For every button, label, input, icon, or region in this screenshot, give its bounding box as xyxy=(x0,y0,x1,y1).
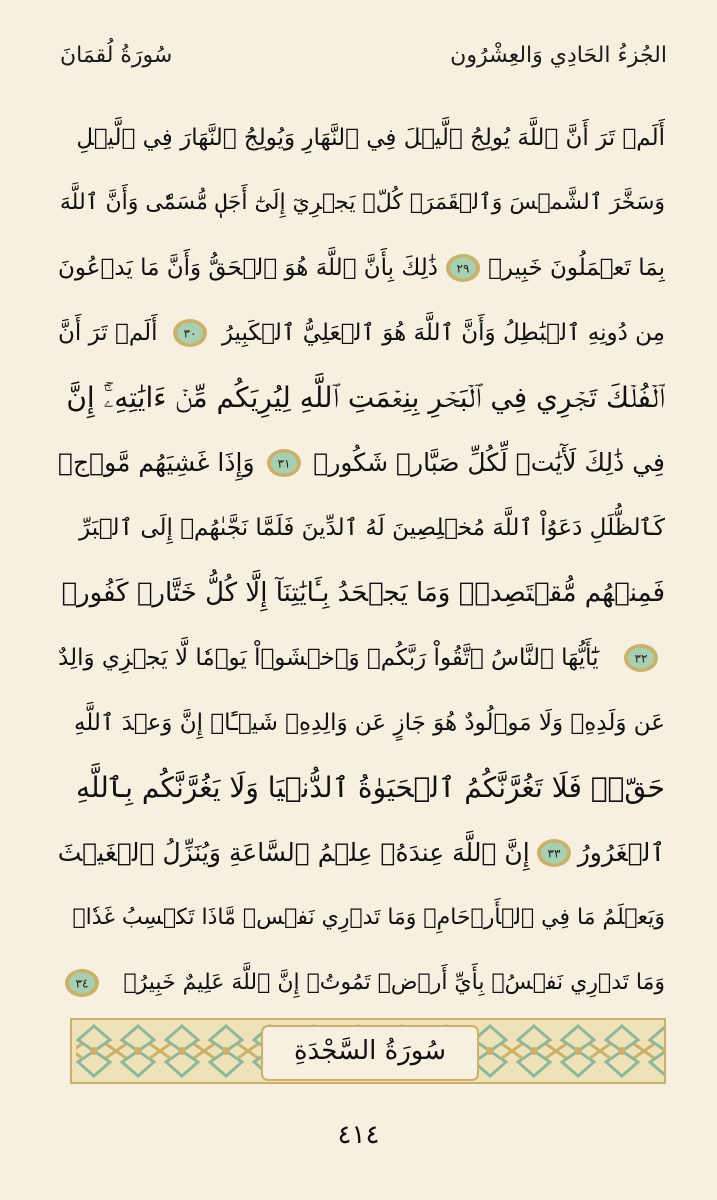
ayah-number-marker xyxy=(172,318,208,348)
ayah-number-marker xyxy=(623,643,659,673)
verse-line xyxy=(58,820,665,885)
verse-segment: يَٰٓأَيُّهَا ٱلنَّاسُ ٱتَّقُواْ رَبَّكُمۡ وَٱخۡشَوۡاْ يَوۡمٗا لَّا يَجۡزِي وَالِدٌ xyxy=(58,644,599,671)
verse-segment: ذَٰلِكَ بِأَنَّ ٱللَّهَ هُوَ ٱلۡحَقُّ وَأَنَّ مَا يَدۡعُونَ xyxy=(58,254,439,281)
ayah-number-marker xyxy=(64,968,100,998)
ayah-rosette-icon xyxy=(64,968,100,998)
surah-name-header: سُورَةُ لُقمَانَ xyxy=(60,42,173,68)
verse-segment: عَن وَلَدِهِۦ وَلَا مَوۡلُودٌ هُوَ جَازٍ عَن وَالِدِهِۦ شَيۡـًٔاۚ إِنَّ وَعۡدَ ٱللَّهِ xyxy=(73,709,665,736)
ayah-number: ٣٠ xyxy=(183,326,197,340)
ayah-number-marker xyxy=(445,253,481,283)
verse-line xyxy=(58,105,665,170)
verse-segment: مِن دُونِهِ ٱلۡبَٰطِلُ وَأَنَّ ٱللَّهَ هُوَ ٱلۡعَلِيُّ ٱلۡكَبِيرُ xyxy=(221,319,665,346)
verse-segment: وَسَخَّرَ ٱلشَّمۡسَ وَٱلۡقَمَرَۖ كُلّٞ يَجۡرِيٓ إِلَىٰٓ أَجَلٖ مُّسَمّٗى وَأَنَّ ٱللَّهَ xyxy=(59,190,665,215)
verse-line xyxy=(58,235,665,300)
ayah-number-marker xyxy=(266,448,302,478)
ayah-number: ٣١ xyxy=(277,456,291,470)
ayah-number-marker xyxy=(536,838,572,868)
verse-line xyxy=(58,625,665,690)
verse-line xyxy=(58,755,665,820)
page-header xyxy=(60,30,667,80)
verse-segment: وَإِذَا غَشِيَهُم مَّوۡجٞ xyxy=(58,448,255,477)
verse-line xyxy=(58,300,665,365)
verse-line xyxy=(58,170,665,235)
verse-line xyxy=(58,365,665,430)
verse-segment: إِنَّ ٱللَّهَ عِندَهُۥ عِلۡمُ ٱلسَّاعَةِ وَيُنَزِّلُ ٱلۡغَيۡثَ xyxy=(58,838,530,867)
verse-segment: حَقّٞۖ فَلَا تَغُرَّنَّكُمُ ٱلۡحَيَوٰةُ ٱلدُّنۡيَا وَلَا يَغُرَّنَّكُم بِٱللَّهِ xyxy=(75,771,665,804)
verse-text-block xyxy=(58,105,665,1015)
verse-line xyxy=(58,560,665,625)
verse-line xyxy=(58,950,665,1015)
ayah-number: ٣٢ xyxy=(634,651,648,665)
ayah-number: ٣٣ xyxy=(547,846,561,860)
page-number: ٤١٤ xyxy=(337,1120,380,1150)
verse-segment: كَٱلظُّلَلِ دَعَوُاْ ٱللَّهَ مُخۡلِصِينَ لَهُ ٱلدِّينَ فَلَمَّا نَجَّىٰهُمۡ إِلَى ٱلۡبَرِّ xyxy=(79,514,665,541)
ayah-rosette-icon xyxy=(445,253,481,283)
ayah-rosette-icon xyxy=(266,448,302,478)
ayah-rosette-icon xyxy=(172,318,208,348)
ayah-number: ٢٩ xyxy=(456,261,470,275)
verse-segment: أَلَمۡ تَرَ أَنَّ xyxy=(58,319,158,346)
verse-line xyxy=(58,690,665,755)
verse-segment: فِي ذَٰلِكَ لَأٓيَٰتٖ لِّكُلِّ صَبَّارٖ شَكُورٖ xyxy=(313,448,665,477)
verse-segment: وَيَعۡلَمُ مَا فِي ٱلۡأَرۡحَامِۖ وَمَا تَدۡرِي نَفۡسٞ مَّاذَا تَكۡسِبُ غَدٗاۖ xyxy=(72,905,665,930)
next-surah-title: سُورَةُ السَّجْدَةِ xyxy=(293,1036,447,1066)
surah-title-banner xyxy=(70,1018,666,1084)
ayah-number: ٣٤ xyxy=(75,976,89,990)
verse-segment: وَمَا تَدۡرِي نَفۡسُۢ بِأَيِّ أَرۡضٖ تَمُوتُۚ إِنَّ ٱللَّهَ عَلِيمٌ خَبِيرُۢ xyxy=(123,970,665,995)
verse-segment: ٱلۡفُلۡكَ تَجۡرِي فِي ٱلۡبَحۡرِ بِنِعۡمَتِ ٱللَّهِ لِيُرِيَكُم مِّنۡ ءَايَٰتِهِۦٓۚ إِنَّ xyxy=(66,380,665,414)
verse-segment: أَلَمۡ تَرَ أَنَّ ٱللَّهَ يُولِجُ ٱلَّيۡلَ فِي ٱلنَّهَارِ وَيُولِجُ ٱلنَّهَارَ فِي ٱلَّيۡلِ xyxy=(76,124,665,151)
verse-segment: بِمَا تَعۡمَلُونَ خَبِيرٞ xyxy=(488,254,665,281)
verse-line xyxy=(58,495,665,560)
ayah-rosette-icon xyxy=(536,838,572,868)
juz-name-header: الجُزءُ الحَادِي وَالعِشْرُون xyxy=(450,42,667,68)
verse-line xyxy=(58,885,665,950)
verse-segment: فَمِنۡهُم مُّقۡتَصِدٞۚ وَمَا يَجۡحَدُ بِـَٔايَٰتِنَآ إِلَّا كُلُّ خَتَّارٖ كَفُورٖ xyxy=(61,577,665,608)
verse-segment: ٱلۡغَرُورُ xyxy=(577,838,665,867)
ayah-rosette-icon xyxy=(623,643,659,673)
verse-line xyxy=(58,430,665,495)
